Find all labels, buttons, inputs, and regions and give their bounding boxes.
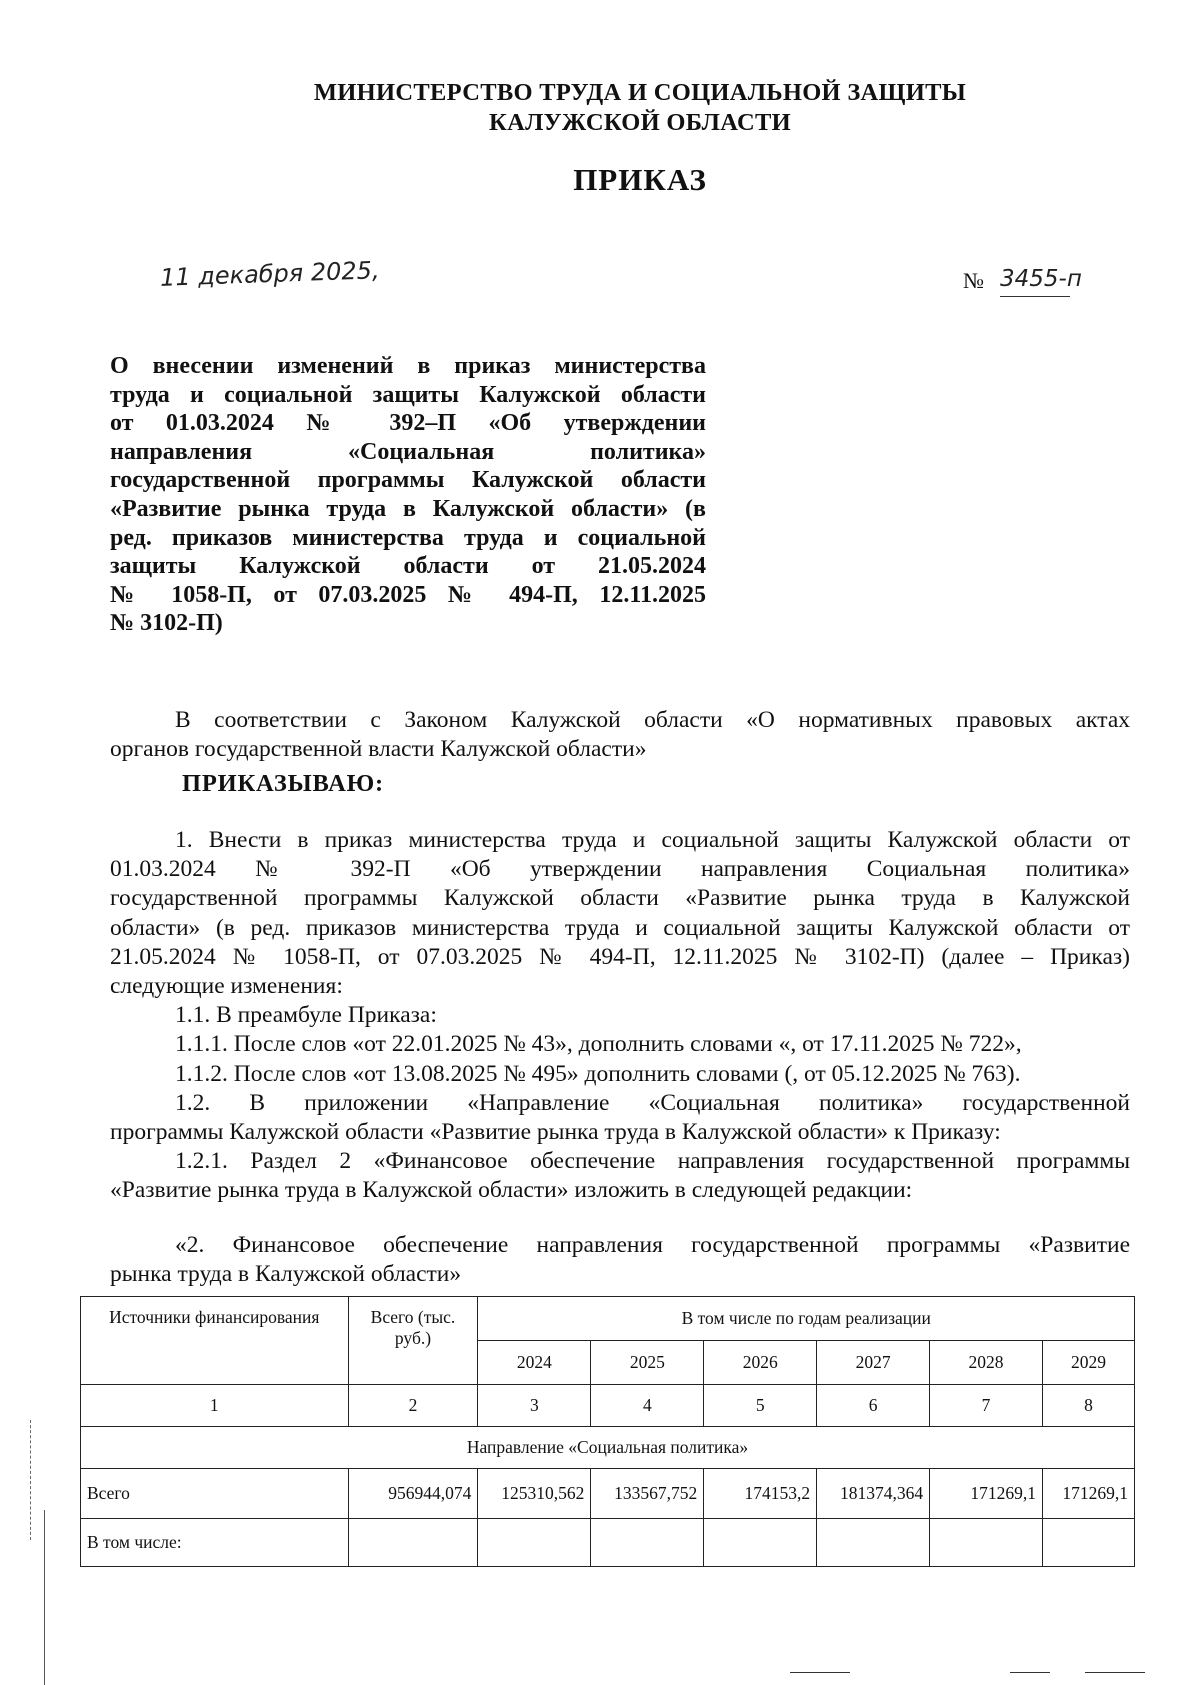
row-value: 174153,2 bbox=[704, 1469, 817, 1519]
row-total: 956944,074 bbox=[348, 1469, 478, 1519]
header-year: 2025 bbox=[591, 1341, 704, 1385]
row-value: 181374,364 bbox=[817, 1469, 930, 1519]
header-source: Источники финансирования bbox=[81, 1297, 349, 1385]
financing-table bbox=[80, 1296, 1135, 1567]
section-2-heading bbox=[110, 1231, 1130, 1289]
header-year: 2027 bbox=[817, 1341, 930, 1385]
row-value: 171269,1 bbox=[1042, 1469, 1134, 1519]
subject-line: № 1058-П, от 07.03.2025 № 494-П, 12.11.2025 bbox=[110, 581, 706, 608]
preamble-line: В соответствии с Законом Калужской области «О нормативных правовых актах bbox=[175, 707, 1130, 733]
direction-row: Направление «Социальная политика» bbox=[81, 1427, 1135, 1469]
row-value bbox=[478, 1519, 591, 1567]
item-line: 1. Внести в приказ министерства труда и социальной защиты Калужской области от bbox=[175, 827, 1130, 853]
row-value bbox=[704, 1519, 817, 1567]
header-year: 2026 bbox=[704, 1341, 817, 1385]
column-number: 1 bbox=[81, 1385, 349, 1427]
ministry-line-2: КАЛУЖСКОЙ ОБЛАСТИ bbox=[489, 109, 791, 136]
item-line: области» (в ред. приказов министерства труда и социальной защиты Калужской области от bbox=[110, 914, 1130, 941]
ministry-heading bbox=[200, 78, 1080, 138]
handwritten-order-number: 3455-п bbox=[1000, 266, 1082, 292]
order-directive-word: ПРИКАЗЫВАЮ: bbox=[182, 770, 384, 797]
table-row bbox=[81, 1469, 1135, 1519]
order-subject bbox=[110, 352, 706, 638]
order-number-underline bbox=[1000, 296, 1070, 297]
header-year: 2024 bbox=[478, 1341, 591, 1385]
item-line: программы Калужской области «Развитие рынка труда в Калужской области» к Приказу: bbox=[110, 1119, 1001, 1146]
column-number: 6 bbox=[817, 1385, 930, 1427]
item-line: 21.05.2024 № 1058-П, от 07.03.2025 № 494-П, 12.11.2025 № 3102-П) (далее – Приказ) bbox=[110, 943, 1130, 970]
column-number: 8 bbox=[1042, 1385, 1134, 1427]
scan-margin-line bbox=[44, 1510, 45, 1685]
item-line: 01.03.2024 № 392-П «Об утверждении направления Социальная политика» bbox=[110, 856, 1130, 883]
document-type-title: ПРИКАЗ bbox=[573, 162, 707, 197]
scan-footer-dash bbox=[1085, 1672, 1145, 1673]
section-2-line: рынка труда в Калужской области» bbox=[110, 1261, 462, 1288]
scan-footer-dash bbox=[790, 1672, 850, 1673]
subject-line: от 01.03.2024 № 392–П «Об утверждении bbox=[110, 410, 706, 437]
subject-line: государственной программы Калужской области bbox=[110, 467, 706, 494]
row-value bbox=[930, 1519, 1043, 1567]
row-value: 133567,752 bbox=[591, 1469, 704, 1519]
subject-line: О внесении изменений в приказ министерства bbox=[110, 353, 706, 379]
row-label: В том числе: bbox=[81, 1519, 349, 1567]
item-line: 1.2.1. Раздел 2 «Финансовое обеспечение направления государственной программы bbox=[175, 1148, 1130, 1175]
subject-line: защиты Калужской области от 21.05.2024 bbox=[110, 553, 706, 580]
subject-line: «Развитие рынка труда в Калужской области» (в bbox=[110, 495, 706, 522]
row-value: 171269,1 bbox=[930, 1469, 1043, 1519]
preamble-line: органов государственной власти Калужской области» bbox=[110, 736, 647, 763]
header-years-group: В том числе по годам реализации bbox=[478, 1297, 1135, 1341]
row-label: Всего bbox=[81, 1469, 349, 1519]
column-number: 4 bbox=[591, 1385, 704, 1427]
column-number: 5 bbox=[704, 1385, 817, 1427]
item-line: 1.1.1. После слов «от 22.01.2025 № 43», дополнить словами «, от 17.11.2025 № 722», bbox=[175, 1031, 1022, 1058]
row-total bbox=[348, 1519, 478, 1567]
section-2-line: «2. Финансовое обеспечение направления государственной программы «Развитие bbox=[175, 1232, 1130, 1258]
subject-line: № 3102-П) bbox=[110, 610, 223, 637]
table-row bbox=[81, 1519, 1135, 1567]
ministry-line-1: МИНИСТЕРСТВО ТРУДА И СОЦИАЛЬНОЙ ЗАЩИТЫ bbox=[313, 79, 967, 106]
column-number: 2 bbox=[348, 1385, 478, 1427]
header-year: 2029 bbox=[1042, 1341, 1134, 1385]
item-line: 1.1. В преамбуле Приказа: bbox=[175, 1002, 437, 1029]
row-value bbox=[817, 1519, 930, 1567]
item-line: следующие изменения: bbox=[110, 973, 343, 1000]
scan-footer-dash bbox=[1010, 1672, 1050, 1673]
column-number: 3 bbox=[478, 1385, 591, 1427]
handwritten-date: 11 декабря 2025, bbox=[159, 256, 380, 292]
item-line: «Развитие рынка труда в Калужской области» изложить в следующей редакции: bbox=[110, 1177, 913, 1204]
row-value: 125310,562 bbox=[478, 1469, 591, 1519]
item-line: 1.2. В приложении «Направление «Социальная политика» государственной bbox=[175, 1089, 1130, 1116]
subject-line: направления «Социальная политика» bbox=[110, 438, 706, 465]
subject-line: ред. приказов министерства труда и социальной bbox=[110, 524, 706, 551]
preamble bbox=[110, 706, 1130, 764]
item-line: 1.1.2. После слов «от 13.08.2025 № 495» дополнить словами (, от 05.12.2025 № 763). bbox=[175, 1060, 1021, 1087]
subject-line: труда и социальной защиты Калужской области bbox=[110, 381, 706, 408]
number-sign: № bbox=[963, 268, 984, 293]
scan-margin-mark bbox=[30, 1420, 31, 1540]
order-items bbox=[110, 826, 1130, 1206]
row-value bbox=[591, 1519, 704, 1567]
column-number: 7 bbox=[930, 1385, 1043, 1427]
row-value bbox=[1042, 1519, 1134, 1567]
header-total: Всего (тыс. руб.) bbox=[348, 1297, 478, 1385]
header-year: 2028 bbox=[930, 1341, 1043, 1385]
item-line: государственной программы Калужской области «Развитие рынка труда в Калужской bbox=[110, 885, 1130, 912]
